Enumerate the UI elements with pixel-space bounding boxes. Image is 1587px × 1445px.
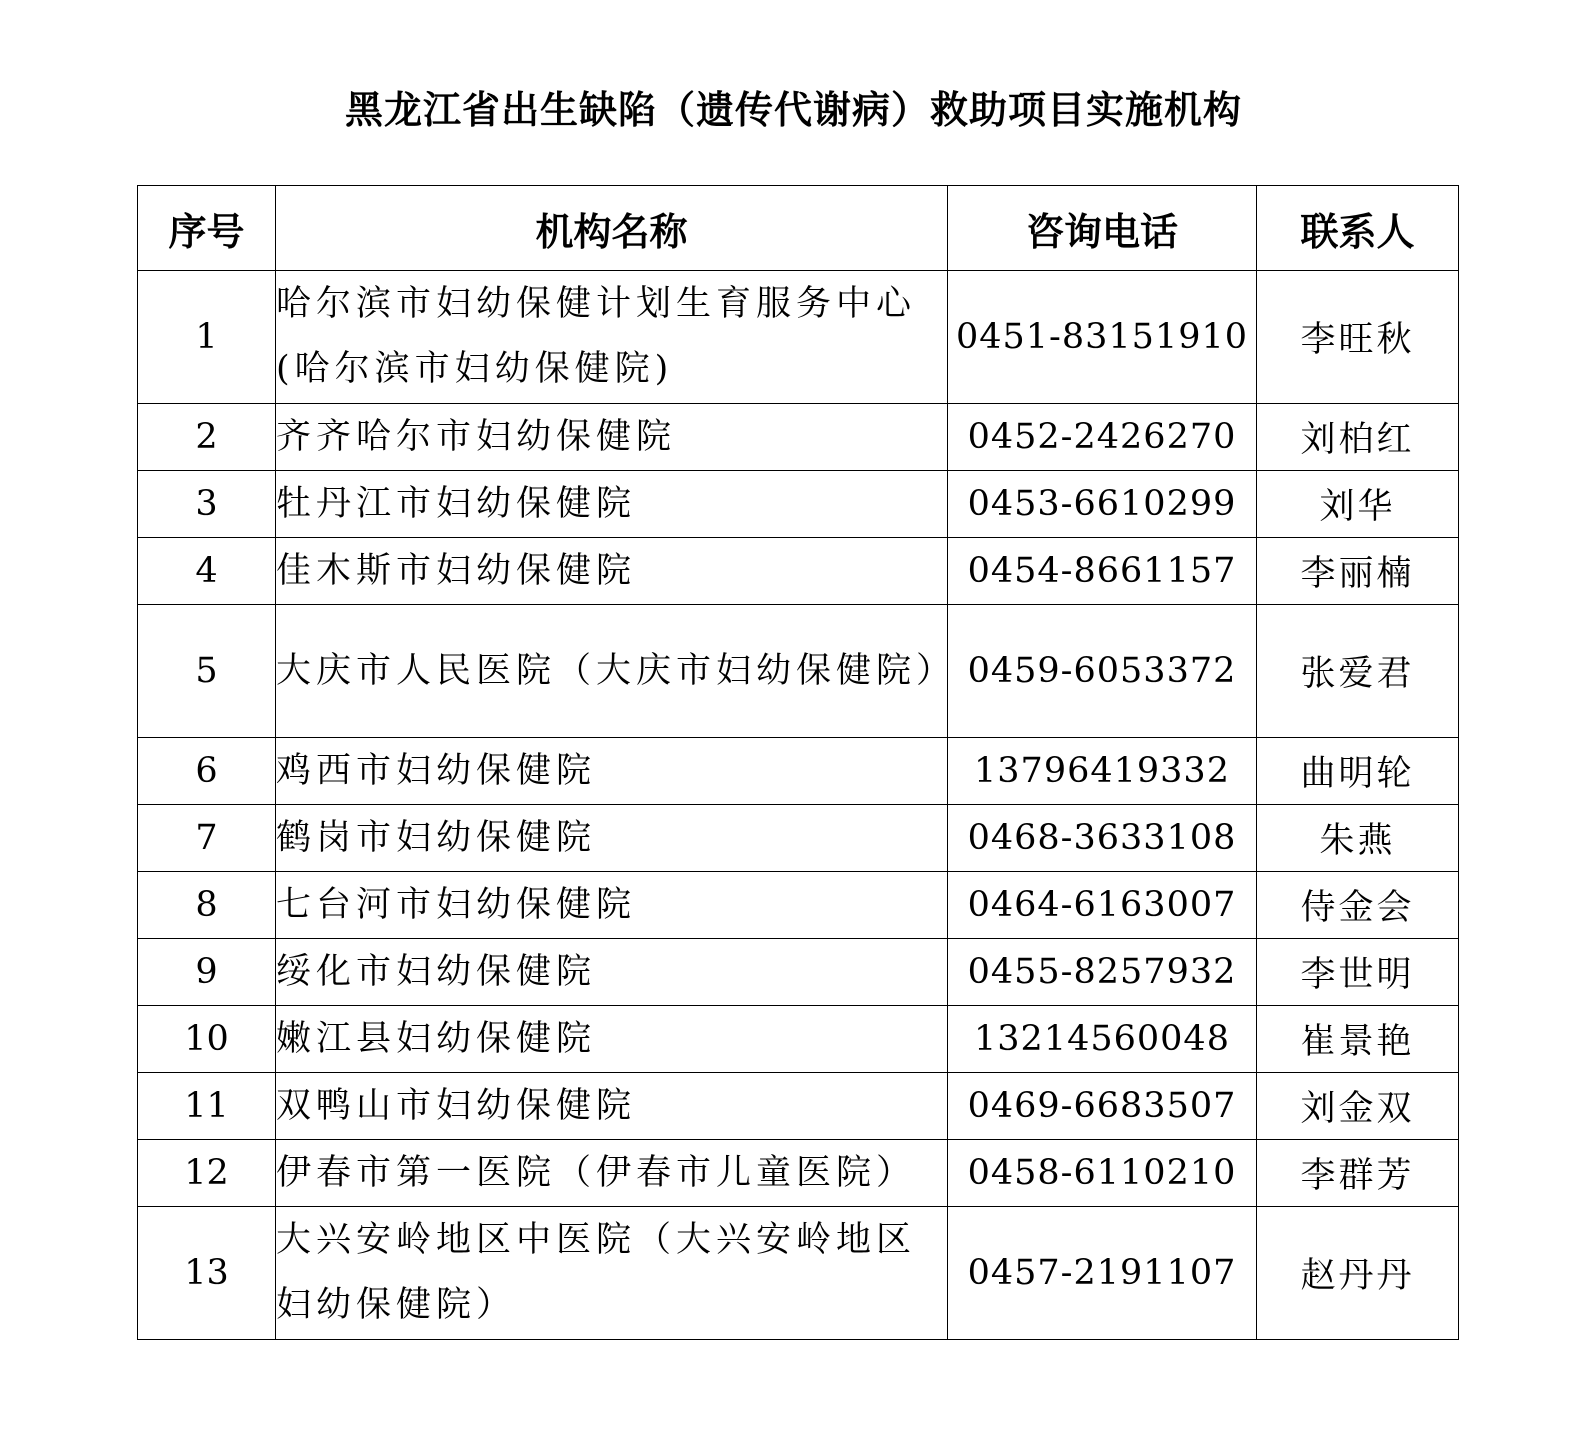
phone-number: 0464-6163007 <box>948 872 1257 939</box>
page-title: 黑龙江省出生缺陷（遗传代谢病）救助项目实施机构 <box>344 88 1242 132</box>
institution-name: 大庆市人民医院（大庆市妇幼保健院） <box>276 605 948 738</box>
table-row <box>138 939 1459 1006</box>
table-row <box>138 271 1459 404</box>
contact-person: 李丽楠 <box>1257 538 1459 605</box>
phone-number: 0451-83151910 <box>948 271 1257 404</box>
phone-number: 0457-2191107 <box>948 1207 1257 1340</box>
serial-number: 8 <box>138 872 276 939</box>
header-serial-number: 序号 <box>138 186 276 271</box>
phone-number: 0468-3633108 <box>948 805 1257 872</box>
contact-person: 李世明 <box>1257 939 1459 1006</box>
serial-number: 9 <box>138 939 276 1006</box>
table-row <box>138 872 1459 939</box>
table-row <box>138 404 1459 471</box>
contact-person: 刘华 <box>1257 471 1459 538</box>
phone-number: 0452-2426270 <box>948 404 1257 471</box>
institution-name: 牡丹江市妇幼保健院 <box>276 471 948 538</box>
table-row <box>138 538 1459 605</box>
contact-person: 曲明轮 <box>1257 738 1459 805</box>
table-row <box>138 805 1459 872</box>
table-row <box>138 1140 1459 1207</box>
phone-number: 0459-6053372 <box>948 605 1257 738</box>
serial-number: 3 <box>138 471 276 538</box>
phone-number: 0454-8661157 <box>948 538 1257 605</box>
phone-number: 0458-6110210 <box>948 1140 1257 1207</box>
phone-number: 13796419332 <box>948 738 1257 805</box>
header-contact: 联系人 <box>1257 186 1459 271</box>
phone-number: 0469-6683507 <box>948 1073 1257 1140</box>
phone-number: 0453-6610299 <box>948 471 1257 538</box>
serial-number: 6 <box>138 738 276 805</box>
contact-person: 崔景艳 <box>1257 1006 1459 1073</box>
contact-person: 侍金会 <box>1257 872 1459 939</box>
serial-number: 11 <box>138 1073 276 1140</box>
table-row <box>138 1073 1459 1140</box>
contact-person: 刘金双 <box>1257 1073 1459 1140</box>
institution-name: 七台河市妇幼保健院 <box>276 872 948 939</box>
serial-number: 12 <box>138 1140 276 1207</box>
contact-person: 赵丹丹 <box>1257 1207 1459 1340</box>
institution-name: 鹤岗市妇幼保健院 <box>276 805 948 872</box>
serial-number: 5 <box>138 605 276 738</box>
header-phone: 咨询电话 <box>948 186 1257 271</box>
serial-number: 10 <box>138 1006 276 1073</box>
institution-name: 绥化市妇幼保健院 <box>276 939 948 1006</box>
phone-number: 0455-8257932 <box>948 939 1257 1006</box>
institutions-table <box>137 185 1459 1340</box>
institution-name: 嫩江县妇幼保健院 <box>276 1006 948 1073</box>
institution-name: 鸡西市妇幼保健院 <box>276 738 948 805</box>
serial-number: 4 <box>138 538 276 605</box>
contact-person: 刘柏红 <box>1257 404 1459 471</box>
table-row <box>138 738 1459 805</box>
serial-number: 13 <box>138 1207 276 1340</box>
institution-name: 伊春市第一医院（伊春市儿童医院） <box>276 1140 948 1207</box>
institution-name: 佳木斯市妇幼保健院 <box>276 538 948 605</box>
table-row <box>138 1207 1459 1340</box>
table-row <box>138 1006 1459 1073</box>
contact-person: 朱燕 <box>1257 805 1459 872</box>
header-institution-name: 机构名称 <box>276 186 948 271</box>
table-row <box>138 605 1459 738</box>
table-header-row <box>138 186 1459 271</box>
contact-person: 张爱君 <box>1257 605 1459 738</box>
contact-person: 李旺秋 <box>1257 271 1459 404</box>
institution-name: 大兴安岭地区中医院（大兴安岭地区妇幼保健院） <box>276 1207 948 1340</box>
institution-name: 齐齐哈尔市妇幼保健院 <box>276 404 948 471</box>
phone-number: 13214560048 <box>948 1006 1257 1073</box>
serial-number: 1 <box>138 271 276 404</box>
table-row <box>138 471 1459 538</box>
serial-number: 7 <box>138 805 276 872</box>
serial-number: 2 <box>138 404 276 471</box>
contact-person: 李群芳 <box>1257 1140 1459 1207</box>
institution-name: 哈尔滨市妇幼保健计划生育服务中心(哈尔滨市妇幼保健院) <box>276 271 948 404</box>
institution-name: 双鸭山市妇幼保健院 <box>276 1073 948 1140</box>
